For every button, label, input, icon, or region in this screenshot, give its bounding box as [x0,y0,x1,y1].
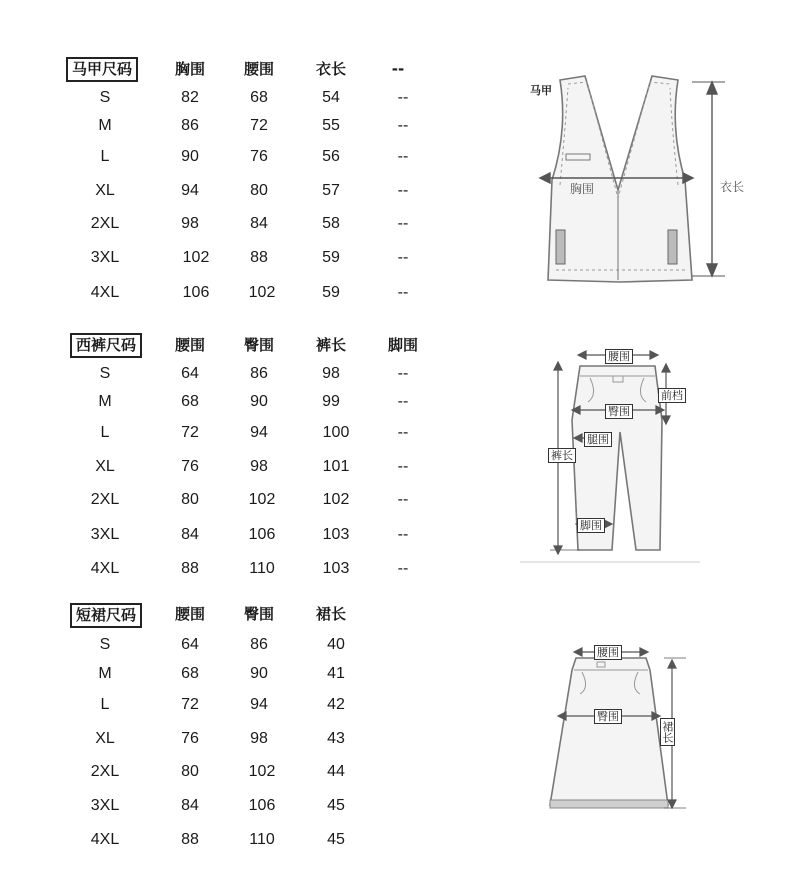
waist: 76 [181,458,199,475]
hem: -- [397,491,409,508]
length: 58 [322,215,340,232]
waist: 80 [181,491,199,508]
skirt-hip-label: 臀围 [594,709,622,724]
extra: -- [397,249,409,266]
size: M [98,393,112,410]
trousers-header-length: 裤长 [315,336,347,354]
trousers-hem-label: 脚围 [577,518,605,533]
length: 59 [322,284,340,301]
hip: 110 [249,831,275,848]
skirt-header-waist: 腰围 [174,605,206,623]
trousers-thigh-label: 腿围 [584,432,612,447]
hip: 106 [248,797,276,814]
vest-table-title: 马甲尺码 [66,57,138,82]
size: 3XL [90,526,120,543]
trousers-rise-label: 前档 [658,388,686,403]
size: 2XL [90,491,120,508]
length: 42 [327,696,345,713]
extra: -- [397,89,409,106]
size: XL [95,730,115,747]
chest: 86 [181,117,199,134]
waist: 68 [250,89,268,106]
size: XL [95,458,115,475]
trousers-diagram [520,340,700,565]
skirt-table-title: 短裙尺码 [70,603,142,628]
waist: 84 [181,526,199,543]
length: 103 [322,526,350,543]
waist: 88 [181,560,199,577]
chest: 102 [182,249,210,266]
waist: 64 [181,636,199,653]
skirt-header-hip: 臀围 [243,605,275,623]
chest: 98 [181,215,199,232]
extra: -- [397,148,409,165]
chest: 90 [181,148,199,165]
vest-chest-label: 胸围 [570,182,595,196]
waist: 76 [181,730,199,747]
hip: 90 [250,665,268,682]
hip: 90 [250,393,268,410]
length: 56 [322,148,340,165]
vest-diagram [520,70,760,290]
size: 3XL [90,797,120,814]
trousers-illustration [520,340,700,565]
vest-header-chest: 胸围 [174,60,206,78]
hem: -- [397,393,409,410]
waist: 84 [250,215,268,232]
waist: 68 [181,393,199,410]
skirt-diagram [540,640,710,815]
size: 3XL [90,249,120,266]
size: S [99,636,111,653]
size: S [99,89,111,106]
length: 99 [322,393,340,410]
waist: 80 [250,182,268,199]
size: XL [95,182,115,199]
vest-length-label: 衣长 [720,180,745,194]
length: 101 [322,458,350,475]
size: L [100,696,110,713]
waist: 72 [181,424,199,441]
hem: -- [397,458,409,475]
trousers-table-title: 西裤尺码 [70,333,142,358]
length: 59 [322,249,340,266]
hip: 98 [250,730,268,747]
extra: -- [397,117,409,134]
skirt-illustration [540,640,710,815]
size: 4XL [90,284,120,301]
chest: 82 [181,89,199,106]
hip: 106 [248,526,276,543]
hip: 102 [248,763,276,780]
length: 102 [322,491,350,508]
length: 44 [327,763,345,780]
length: 43 [327,730,345,747]
chest: 106 [182,284,210,301]
size: 2XL [90,763,120,780]
size: M [98,117,112,134]
size: 4XL [90,560,120,577]
waist: 88 [250,249,268,266]
vest-header-length: 衣长 [315,60,347,78]
length: 40 [327,636,345,653]
waist: 102 [248,284,276,301]
vest-diagram-name: 马甲 [530,84,552,97]
waist: 72 [250,117,268,134]
size: M [98,665,112,682]
chest: 94 [181,182,199,199]
waist: 84 [181,797,199,814]
length: 57 [322,182,340,199]
hip: 110 [249,560,275,577]
trousers-waist-label: 腰围 [605,349,633,364]
trousers-header-hem: 脚围 [387,336,419,354]
waist: 64 [181,365,199,382]
extra: -- [397,284,409,301]
hip: 86 [250,636,268,653]
trousers-header-waist: 腰围 [174,336,206,354]
length: 45 [327,831,345,848]
extra: -- [397,215,409,232]
size: L [100,148,110,165]
length: 45 [327,797,345,814]
hip: 94 [250,696,268,713]
skirt-header-length: 裙长 [315,605,347,623]
waist: 76 [250,148,268,165]
waist: 68 [181,665,199,682]
waist: 80 [181,763,199,780]
trousers-length-label: 裤长 [548,448,576,463]
size: S [99,365,111,382]
length: 103 [322,560,350,577]
hem: -- [397,424,409,441]
hip: 94 [250,424,268,441]
size: L [100,424,110,441]
trousers-header-hip: 臀围 [243,336,275,354]
hip: 98 [250,458,268,475]
hem: -- [397,365,409,382]
length: 54 [322,89,340,106]
skirt-waist-label: 腰围 [594,645,622,660]
hip: 102 [248,491,276,508]
size: 2XL [90,215,120,232]
waist: 88 [181,831,199,848]
extra: -- [397,182,409,199]
waist: 72 [181,696,199,713]
hem: -- [397,560,409,577]
hip: 86 [250,365,268,382]
hem: -- [397,526,409,543]
length: 55 [322,117,340,134]
vest-header-waist: 腰围 [243,60,275,78]
trousers-hip-label: 臀围 [605,404,633,419]
skirt-length-label: 裙长 [660,718,675,746]
size: 4XL [90,831,120,848]
length: 41 [327,665,345,682]
vest-header-extra: -- [391,60,405,78]
length: 98 [322,365,340,382]
length: 100 [322,424,350,441]
